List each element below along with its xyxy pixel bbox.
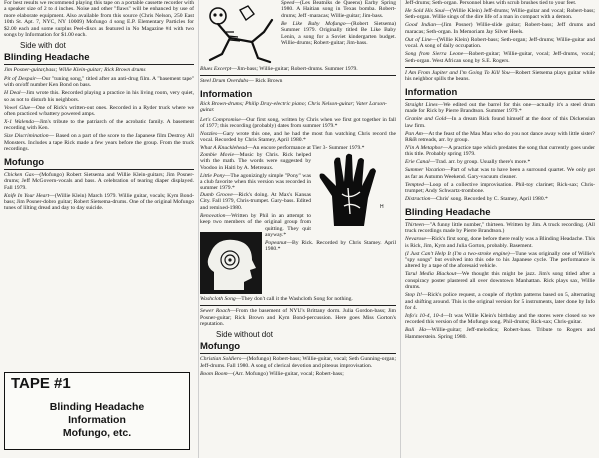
song-notes: —Written by Phil in an attempt to keep two members of the original group from quitting. They quit anyway.* bbox=[200, 212, 311, 238]
song-entry bbox=[405, 22, 595, 35]
song-notes: —Chris' song. Recorded by C. Stamey, April 1980.* bbox=[430, 196, 548, 203]
song-notes: —It was Willie Klein's birthday and the stores were closed so we recorded this version of the Mofungo song. Phil-drums; Rick-sax; Chris-guitar. bbox=[405, 312, 595, 326]
panel-fold bbox=[400, 0, 401, 458]
song-notes: —We edited out the barrel for this one—actually it's a steel drum made for Rick by Pierre Brandtson. Summer 1979.* bbox=[405, 101, 595, 115]
song-notes: —(Robert Sietsema) Summer 1979. Originally titled Be Like Baby Lenin, a song for a Soviet kindergarten budget. Willie-drums; Robert-guitar; Jim-bass. bbox=[281, 20, 396, 47]
divider bbox=[200, 353, 396, 354]
song-title: I Am From Jupiter and I'm Going To Kill You bbox=[405, 70, 510, 77]
song-title: N'in A Metaphor bbox=[405, 145, 443, 152]
song-notes: —An encore performance at Tier 3- Summer 1979.* bbox=[247, 145, 365, 152]
song-entry bbox=[405, 251, 595, 270]
tape-line: Blinding Headache bbox=[49, 401, 145, 413]
song-notes: —Our first song, written by Chris when we first got together in fall of 1977; this recording (probably) dates from summer 1979.* bbox=[200, 116, 396, 130]
band-credits: Rick Brown-drums; Philip Dray-electric piano; Chris Nelson-guitar; Vater Larson-guitar. bbox=[200, 100, 387, 114]
song-notes: —Robert-guitar; Willie-guitar, vocal; Jeff-drums, vocal; Seth-organ. West African song by S.E. Rogers. bbox=[405, 51, 595, 64]
song-notes: —By Rick. Recorded by Chris Stamey. April 1980.* bbox=[265, 239, 396, 253]
song-entry bbox=[200, 308, 396, 327]
song-entry bbox=[4, 119, 194, 132]
column-right bbox=[405, 0, 595, 458]
song-title: Speed bbox=[281, 0, 295, 6]
band-heading: Mofungo bbox=[4, 156, 45, 168]
song-notes: — Rick Brown bbox=[248, 78, 283, 85]
song-entry bbox=[405, 167, 595, 180]
divider bbox=[4, 64, 194, 65]
song-notes: —Rick's first song, done before there really was a Blinding Headache. This is Rick, Jim, Kym and Julia Gorton, probably. Basement. bbox=[405, 236, 595, 249]
song-entry bbox=[405, 70, 595, 83]
song-entry bbox=[4, 76, 194, 89]
skeleton-drawing-icon bbox=[200, 2, 278, 64]
song-title: Renovation bbox=[200, 212, 226, 219]
song-entry bbox=[405, 327, 595, 340]
song-entry bbox=[405, 236, 595, 249]
song-notes: —(Mofungo) Robert Sietsema and Willie Klein-guitars; Jim Posner-drums; Jeff McGovern-vocals and bass. A celebration of tearing diaper displayed. Fall 1979. bbox=[4, 171, 194, 191]
song-title: (I Just Can't Help It (I'm a two-stroke engine) bbox=[405, 250, 510, 257]
song-title: Out of Line bbox=[405, 36, 432, 43]
band-heading: Information bbox=[405, 86, 458, 98]
song-title: Sewer Roach bbox=[200, 308, 231, 315]
tape-line: Mofungo, etc. bbox=[62, 427, 132, 439]
song-notes: —(Willie Klein) March 1979. Willie guitar, vocals; Kym Bond-bass; Jim Posner-dobro guitar; Robert Sietsema-drums. One of the original Mofungo tunes of lilting dread and day to day suicide. bbox=[4, 192, 194, 212]
song-title: Dumb Groove bbox=[200, 191, 233, 198]
tape-number: TAPE #1 bbox=[11, 375, 71, 392]
divider bbox=[200, 305, 396, 306]
svg-text:H: H bbox=[380, 203, 384, 210]
song-title: Little Pony bbox=[200, 172, 225, 179]
song-notes: —Rick's doing. At Max's Kansas City. Fall 1979, Chris-trumpet. Gary-bass. Edited and remixed-1980. bbox=[200, 191, 311, 211]
song-notes: —Trad. arr. by group. Usually there's more.* bbox=[429, 159, 531, 166]
song-entry bbox=[4, 133, 194, 152]
column-middle bbox=[200, 0, 396, 458]
song-entry bbox=[405, 131, 595, 144]
song-title: He Sold His Soul bbox=[405, 8, 445, 14]
song-entry bbox=[4, 90, 194, 103]
song-title: Steel Drum Overdubs bbox=[200, 78, 249, 85]
song-entry bbox=[405, 313, 595, 326]
song-entry bbox=[405, 37, 595, 50]
song-title: Tarul Media Blackout bbox=[405, 271, 457, 278]
song-title: Be Like Baby Mofungo bbox=[281, 20, 346, 27]
song-title: Knife In Your Heart bbox=[4, 192, 50, 199]
song-notes: —(Les Beatniks de Queens) Earby Spring 1980. A Haitian song in Texas bomba. Robert-drums; Jeff -maracas; Willie-guitar; Jim-bass. bbox=[281, 0, 396, 19]
song-title: Blues Excerpt bbox=[200, 66, 232, 72]
song-notes: —(Jim Posner) Willie-slide guitar; Robert-bass; Jeff drums and maracas; Seth-organ. In Memoriam Jay Silver Heels. bbox=[405, 22, 595, 35]
song-notes: —"A funny little number," thirteen. Written by Jim. A truck recording. (All truck recordings made by Pierre Brandtson.) bbox=[405, 221, 595, 235]
song-entry bbox=[200, 356, 396, 369]
song-notes: —We thought this might be jazz. Jim's song titled after a conspiracy poster plastered all over downtown Manhattan. Rick plays sax, Willie drums. bbox=[405, 271, 595, 291]
song-entry bbox=[405, 116, 595, 129]
song-entry bbox=[4, 105, 194, 118]
song-notes: —At the feast of the Mau Mau who do you not dance away with little sister? R&B retreads, arr. by group. bbox=[405, 130, 595, 144]
song-entry bbox=[405, 51, 595, 64]
song-title: Nozzles bbox=[200, 131, 218, 138]
song-title: Vowel Glue bbox=[4, 104, 31, 111]
song-notes: —A practice tape which predates the song that currently goes under this title. Probably spring 1979. bbox=[405, 145, 595, 158]
song-entry bbox=[200, 78, 396, 84]
song-title: Boom Boom bbox=[200, 370, 228, 377]
song-notes: —(Arr. Mofungo) Willie-guitar, vocal; Robert-bass; bbox=[227, 370, 344, 377]
band-heading: Blinding Headache bbox=[4, 52, 90, 64]
side-heading: Side without dot bbox=[216, 330, 273, 340]
side-heading: Side with dot bbox=[20, 41, 66, 51]
song-notes: —Robert Sietsema plays guitar while his neighbor spills the beans. bbox=[405, 70, 595, 83]
band-heading: Information bbox=[200, 88, 253, 100]
song-notes: —Jim's tribute to the patriarch of the acrobatic family. A basement recording with Ken. bbox=[4, 119, 194, 132]
song-notes: —In a dream Rick found himself at the door of this Dickensian law firm. bbox=[405, 116, 595, 129]
hand-drawing-icon bbox=[314, 152, 396, 228]
song-entry bbox=[200, 66, 396, 72]
song-notes: —Jim wrote this. Recorded playing a practice in his living room, very quiet, so as not to disturb his neighbors. bbox=[4, 90, 194, 103]
song-title: Good Indian bbox=[405, 22, 436, 29]
song-notes: —Gary wrote this one, and he had the most fun watching Chris record the vocal. Recorded by Chris Stamey, April 1980.* bbox=[200, 131, 396, 144]
song-notes: —(Mofungo) Robert-bass; Willie-guitar, vocal; Seth Gunning-organ; Jeff-drums. Fall 1980. A song of clerical devotion and piteous improvisation. bbox=[200, 356, 396, 369]
song-title: Info's 10-4, 10-4 bbox=[405, 312, 444, 319]
tape-line: Information bbox=[68, 414, 126, 426]
song-title: Let's Compromise bbox=[200, 116, 241, 123]
song-title: H Deal bbox=[4, 90, 21, 97]
song-notes: —Willie-guitar; Jeff-melodica; Robert-bass. Tribute to Rogers and Hammerstein. Spring 1980. bbox=[405, 327, 595, 340]
song-title: Stop It! bbox=[405, 292, 423, 299]
song-title: Erie Canal bbox=[405, 159, 430, 166]
song-title: Bali Ha bbox=[405, 327, 426, 334]
song-notes: —Part of what was to have been a surround quartet. We only got as far as Autumn Weekend. Gary-vacuum cleaner. bbox=[405, 167, 595, 180]
divider bbox=[405, 219, 595, 220]
song-entry bbox=[200, 296, 396, 302]
song-entry bbox=[405, 182, 595, 195]
song-title: What A Knucklehead bbox=[200, 145, 248, 152]
song-entry bbox=[405, 196, 595, 202]
song-entry bbox=[200, 131, 396, 144]
song-title: Distraction bbox=[405, 196, 431, 203]
song-title: Thirteen bbox=[405, 221, 424, 228]
intro-text: For best results we recommend playing this tape on a portable cassette recorder with a speaker size of 2 to 4 inches. Noise and other "flaws" will be enhanced by use of more elaborate equipment. Also available from this source (Chris Nelson, 250 East 10th St. Apt. 7, NYC, NY 10009) Mofungo 4 song E.P. Elementary Particles for $2.00 each and some surplus Peel-discs as featured in No Magazine #4 with two songs by Information for $1.00 each. bbox=[4, 0, 194, 39]
divider bbox=[405, 99, 595, 100]
song-entry bbox=[405, 271, 595, 290]
song-title: Pan Am bbox=[405, 130, 423, 137]
song-title: Summer Vacation bbox=[405, 167, 445, 174]
song-title: Granite and Gold bbox=[405, 116, 447, 123]
song-title: Size Discrimination bbox=[4, 133, 49, 140]
song-notes: —Rick's police request, a couple of rhythm patterns based on 5, alternating and shifting around. This is the original version for 5 instruments, later done by Info for 4. bbox=[405, 292, 595, 311]
panel-fold bbox=[198, 0, 199, 458]
tape-label-box bbox=[4, 372, 190, 450]
band-heading: Mofungo bbox=[200, 341, 241, 353]
song-notes: —(Willie Klein) Robert-bass; Seth-organ; Jeff-drums; Willie-guitar and vocal. A song of daily occupation. bbox=[405, 36, 595, 50]
song-notes: Jeff-drums; Seth-organ. Personnel blues with scrub brushes tied to your feet. bbox=[405, 0, 577, 6]
song-title: Chicken Gas bbox=[4, 171, 34, 178]
band-credits: Jim Posner-guitar,bass; Willie Klein-guitar; Rick Brown drums bbox=[4, 67, 146, 74]
band-heading: Blinding Headache bbox=[405, 206, 491, 218]
song-notes: —(Willie Klein) Jeff-drums; Willie-guitar and vocal; Robert-bass; Seth-organ. Willie sings of the dire life of a man in compact with a demon. bbox=[405, 8, 595, 21]
song-notes: —They don't call it the Washcloth Song for nothing. bbox=[235, 295, 353, 302]
divider bbox=[4, 169, 194, 170]
head-profile-drawing-icon bbox=[200, 232, 262, 294]
song-title: Nevarose bbox=[405, 236, 426, 243]
song-entry bbox=[200, 371, 396, 377]
song-notes: —Tune was originally one of Willie's "spy songs" but evolved into this ode to his Japanese cycle. The performance is altered by a tape of the aforesaid vehicle. bbox=[405, 250, 595, 270]
song-entry bbox=[4, 193, 194, 212]
song-entry bbox=[405, 145, 595, 158]
song-entry bbox=[405, 159, 595, 165]
song-notes: —From the basement of NYU's Brittany dorm. Julia Gordon-bass; Jim Posner-guitar; Rick Brown and Kym Bond-percussion. Here goes Miss Gorton's reputation. bbox=[200, 308, 396, 328]
song-entry bbox=[405, 8, 595, 21]
song-title: Tempted bbox=[405, 181, 424, 188]
song-title: Christian Soldiers bbox=[200, 356, 241, 363]
song-notes: —Music by Chris. Rick helped with the math. The words were suggested by Voodoo in Haiti by A. Metreaux. bbox=[200, 151, 312, 171]
song-title: Popeanut bbox=[265, 239, 287, 246]
song-notes: —Jim-bass; Willie-guitar; Robert-drums. Summer 1979. bbox=[231, 66, 358, 72]
song-notes: —The agonizingly simple "Pony" was a club favorite when this version was recorded in summer 1979.* bbox=[200, 172, 311, 192]
song-notes: — Based on a part of the score to the Japanese film Destroy All Monsters. Includes a tape Rick made a few years before the group. From the truck recordings. bbox=[4, 133, 194, 153]
song-entry bbox=[405, 292, 595, 311]
divider bbox=[405, 67, 595, 68]
song-title: Washcloth Song bbox=[200, 295, 236, 302]
song-notes: —Loop of a collective improvisation. Phil-toy clarinet; Rick-sax; Chris-trumpet; Andy Schwartz-trombone. bbox=[405, 181, 595, 195]
song-title: Straight Lines bbox=[405, 101, 438, 108]
song-notes: —Our "tuning song," titled after an anti-drug film. A "basement tape" with on/off number Ken Bond on bass. bbox=[4, 75, 194, 89]
song-title: Song from Sierra Leone bbox=[405, 51, 464, 58]
song-notes: —One of Rick's written-out ones. Recorded in a Ryder truck where we often practiced w/battery powered amps. bbox=[4, 104, 194, 118]
song-entry bbox=[4, 172, 194, 191]
song-entry bbox=[405, 222, 595, 235]
song-entry bbox=[405, 102, 595, 115]
song-entry bbox=[200, 117, 396, 130]
song-title: Pit of Despair bbox=[4, 75, 37, 82]
divider bbox=[200, 75, 396, 76]
song-title: Zombie Movie bbox=[200, 151, 234, 158]
song-title: X-1 Walenda bbox=[4, 119, 34, 126]
